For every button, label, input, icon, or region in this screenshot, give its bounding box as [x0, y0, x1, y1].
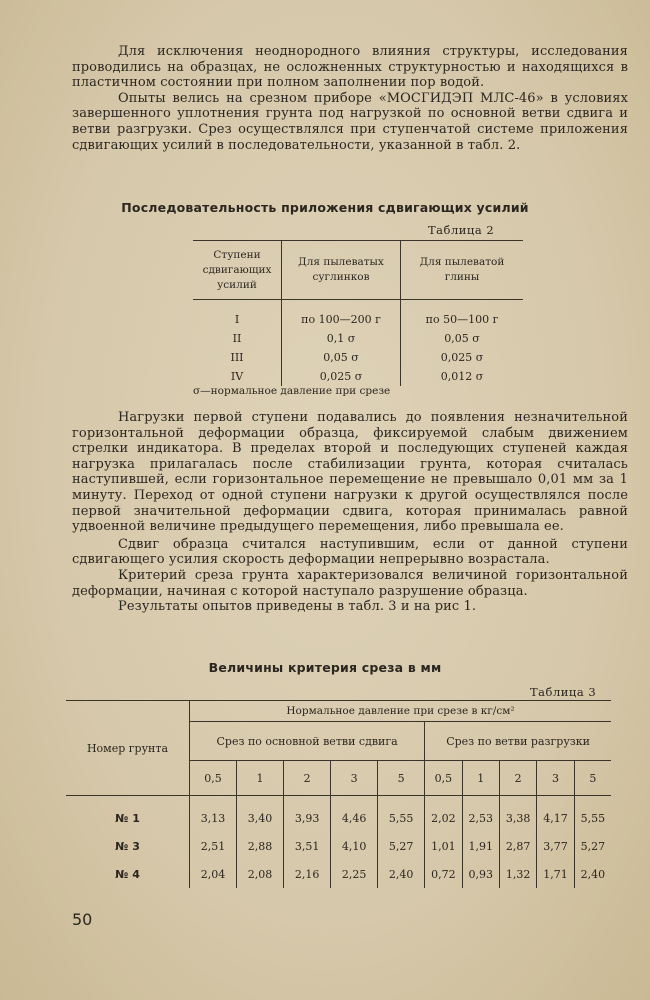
value-cell: 2,04 [190, 860, 237, 888]
pressure-cell: 2 [499, 761, 536, 796]
table2-row [193, 348, 523, 367]
table2-number: Таблица 2 [428, 223, 495, 237]
value-cell: 1,01 [425, 832, 462, 860]
table2-header: Для пылеватых суглинков [282, 241, 401, 300]
value-cell: 1,71 [537, 860, 574, 888]
table2-cell: 0,025 σ [282, 367, 401, 386]
value-cell: 2,51 [190, 832, 237, 860]
paragraph: Нагрузки первой ступени подавались до появления незначительной горизонтальной деформации образца, фиксируемой слабым движением стрелки индикатора. В пределах второй и последующих ступеней каждая нагрузка прилагалась после стабилизации грунта, которая считалась наступившей, если горизонтальное перемещение не превышало 0,01 мм за 1 минуту. Переход от одной ступени нагрузки к другой осуществлялся после первой значительной деформации сдвига, которая принималась равной удвоенной величине предыдущего перемещения, либо превышала ее. [72, 410, 628, 535]
value-cell: 0,93 [462, 860, 499, 888]
paragraph: Сдвиг образца считался наступившим, если от данной ступени сдвигающего усилия скорость деформации непрерывно возрастала. [72, 536, 628, 568]
table2-header: Ступени сдвигающих усилий [193, 241, 282, 300]
value-cell: 3,77 [537, 832, 574, 860]
pressure-cell: 0,5 [425, 761, 462, 796]
paragraph: Опыты велись на срезном приборе «МОСГИДЭП МЛС-46» в условиях завершенного уплотнения грунта под нагрузкой по основной ветви сдвига и ветви разгрузки. Срез осуществлялся при ступенчатой системе приложения сдвигающих усилий в последовательности, указанной в табл. 2. [72, 90, 628, 153]
table2 [193, 240, 523, 386]
table2-cell: 0,05 σ [444, 332, 480, 345]
table2-cell: 0,05 σ [282, 348, 401, 367]
table2-header: Для пылеватой глины [419, 256, 505, 283]
table2-row [193, 329, 523, 348]
value-cell: 4,17 [537, 796, 574, 833]
table2-cell: III [193, 348, 282, 367]
value-cell: 2,87 [499, 832, 536, 860]
table2-row [193, 300, 523, 330]
table3-row-header: Номер грунта [66, 701, 190, 796]
soil-number: № 3 [66, 832, 190, 860]
value-cell: 5,27 [378, 832, 425, 860]
value-cell: 5,55 [378, 796, 425, 833]
value-cell: 3,40 [237, 796, 284, 833]
table2-cell: IV [193, 367, 282, 386]
table2-row [193, 367, 523, 386]
value-cell: 2,40 [580, 867, 606, 881]
table3-row [66, 860, 611, 888]
value-cell: 1,32 [499, 860, 536, 888]
table2-cell: 0,1 σ [282, 329, 401, 348]
table2-cell: 0,025 σ [440, 351, 484, 364]
value-cell: 3,51 [284, 832, 331, 860]
table3 [66, 700, 611, 888]
value-cell: 3,93 [284, 796, 331, 833]
table2-cell: I [193, 300, 282, 330]
value-cell: 5,55 [580, 811, 606, 825]
table2-cell: по 50—100 г [425, 313, 499, 326]
table3-group-header: Срез по ветви разгрузки [425, 722, 611, 761]
table3-caption: Величины критерия среза в мм [208, 660, 442, 675]
pressure-cell: 1 [237, 761, 284, 796]
value-cell: 1,91 [462, 832, 499, 860]
value-cell: 4,46 [331, 796, 378, 833]
pressure-cell: 1 [462, 761, 499, 796]
table2-cell: II [193, 329, 282, 348]
table3-top-header: Нормальное давление при срезе в кг/см² [190, 701, 612, 722]
methods-text [72, 410, 628, 615]
table3-group-header: Срез по основной ветви сдвига [190, 722, 425, 761]
pressure-cell: 5 [574, 761, 611, 796]
pressure-cell: 2 [284, 761, 331, 796]
value-cell: 2,02 [425, 796, 462, 833]
soil-number: № 4 [66, 860, 190, 888]
value-cell: 3,38 [499, 796, 536, 833]
value-cell: 2,08 [237, 860, 284, 888]
table2-caption: Последовательность приложения сдвигающих усилий [121, 200, 529, 215]
table3-row [66, 796, 611, 833]
table2-cell: по 100—200 г [282, 300, 401, 330]
paragraph: Для исключения неоднородного влияния структуры, исследования проводились на образцах, не осложненных структурностью и находящихся в пластичном состоянии при полном заполнении пор водой. [72, 44, 628, 91]
value-cell: 2,88 [237, 832, 284, 860]
value-cell: 2,53 [462, 796, 499, 833]
table3-number: Таблица 3 [530, 685, 597, 699]
value-cell: 4,10 [331, 832, 378, 860]
paragraph: Критерий среза грунта характеризовался величиной горизонтальной деформации, начиная с которой наступало разрушение образца. [72, 567, 628, 599]
pressure-cell: 5 [378, 761, 425, 796]
value-cell: 5,27 [580, 839, 606, 853]
value-cell: 2,16 [284, 860, 331, 888]
page-number: 50 [72, 910, 93, 929]
soil-number: № 1 [66, 796, 190, 833]
intro-text [72, 44, 628, 153]
value-cell: 2,25 [331, 860, 378, 888]
value-cell: 0,72 [425, 860, 462, 888]
pressure-cell: 0,5 [190, 761, 237, 796]
pressure-cell: 3 [537, 761, 574, 796]
table2-cell: 0,012 σ [440, 370, 484, 383]
value-cell: 2,40 [378, 860, 425, 888]
value-cell: 3,13 [190, 796, 237, 833]
paragraph: Результаты опытов приведены в табл. 3 и на рис 1. [118, 599, 477, 615]
table2-note: σ—нормальное давление при срезе [193, 385, 391, 397]
table3-row [66, 832, 611, 860]
pressure-cell: 3 [331, 761, 378, 796]
